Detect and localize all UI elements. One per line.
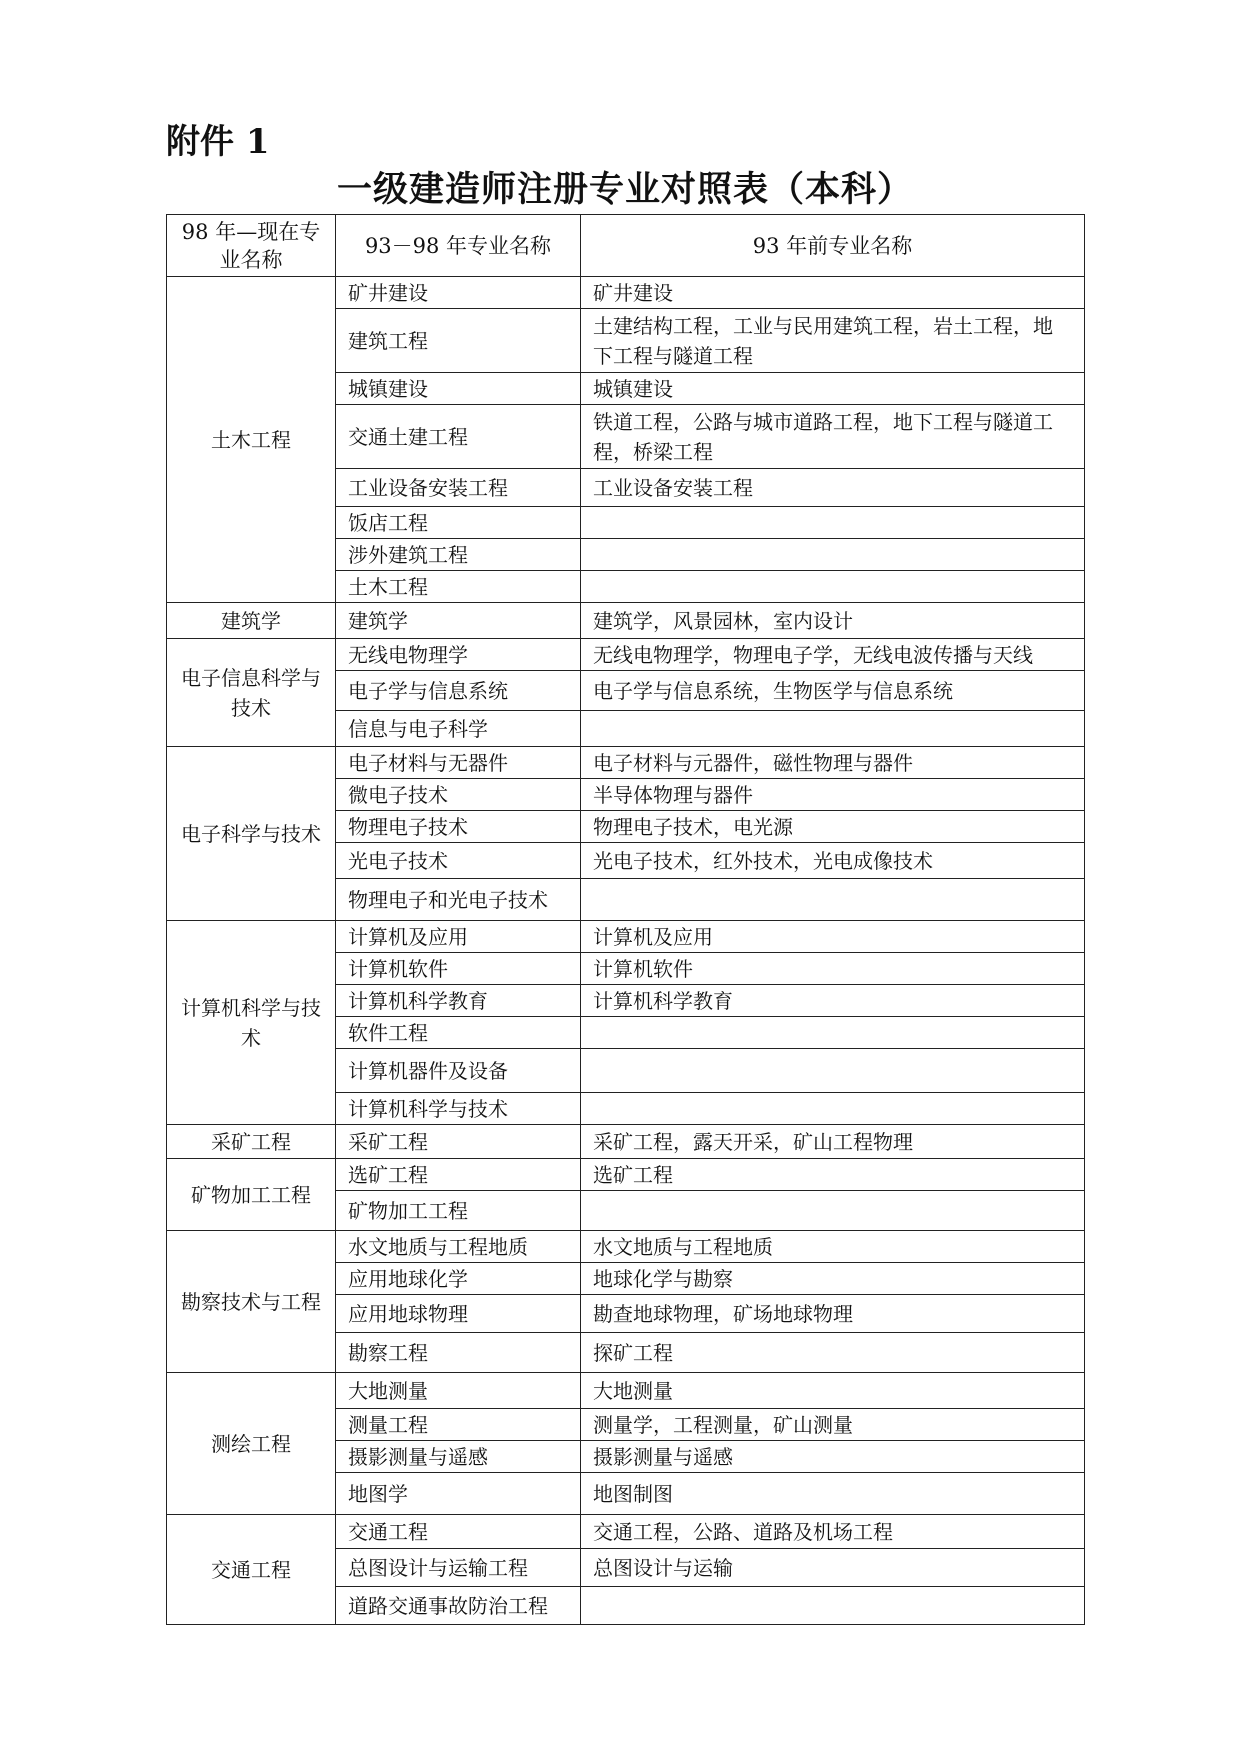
current-major-cell: 矿物加工工程 — [167, 1159, 336, 1231]
major-9398-cell: 勘察工程 — [336, 1333, 581, 1373]
major-pre93-cell: 摄影测量与遥感 — [581, 1441, 1085, 1473]
table-row — [167, 747, 1085, 779]
major-9398-cell: 物理电子和光电子技术 — [336, 879, 581, 921]
major-9398-cell: 光电子技术 — [336, 843, 581, 879]
major-pre93-cell: 采矿工程，露天开采，矿山工程物理 — [581, 1125, 1085, 1159]
major-9398-cell: 信息与电子科学 — [336, 711, 581, 747]
major-pre93-cell: 光电子技术，红外技术，光电成像技术 — [581, 843, 1085, 879]
major-9398-cell: 建筑工程 — [336, 309, 581, 373]
major-pre93-cell — [581, 507, 1085, 539]
major-pre93-cell: 交通工程，公路、道路及机场工程 — [581, 1515, 1085, 1549]
current-major-cell: 采矿工程 — [167, 1125, 336, 1159]
major-pre93-cell: 电子学与信息系统，生物医学与信息系统 — [581, 671, 1085, 711]
major-pre93-cell: 建筑学，风景园林，室内设计 — [581, 603, 1085, 639]
major-pre93-cell: 电子材料与元器件，磁性物理与器件 — [581, 747, 1085, 779]
major-pre93-cell — [581, 539, 1085, 571]
major-pre93-cell: 地球化学与勘察 — [581, 1263, 1085, 1295]
page-title: 一级建造师注册专业对照表（本科） — [336, 170, 913, 210]
major-9398-cell: 微电子技术 — [336, 779, 581, 811]
major-9398-cell: 电子材料与无器件 — [336, 747, 581, 779]
major-pre93-cell — [581, 1587, 1085, 1625]
current-major-cell: 土木工程 — [167, 277, 336, 603]
table-row — [167, 603, 1085, 639]
major-9398-cell: 计算机科学与技术 — [336, 1093, 581, 1125]
major-9398-cell: 地图学 — [336, 1473, 581, 1515]
table-row — [167, 1125, 1085, 1159]
current-major-cell: 交通工程 — [167, 1515, 336, 1625]
major-9398-cell: 工业设备安装工程 — [336, 469, 581, 507]
major-9398-cell: 电子学与信息系统 — [336, 671, 581, 711]
header-pre93-major: 93 年前专业名称 — [581, 215, 1085, 277]
major-pre93-cell: 选矿工程 — [581, 1159, 1085, 1191]
major-pre93-cell: 计算机及应用 — [581, 921, 1085, 953]
major-pre93-cell — [581, 711, 1085, 747]
major-pre93-cell: 探矿工程 — [581, 1333, 1085, 1373]
current-major-cell: 电子科学与技术 — [167, 747, 336, 921]
major-pre93-cell: 无线电物理学，物理电子学，无线电波传播与天线 — [581, 639, 1085, 671]
major-pre93-cell: 计算机软件 — [581, 953, 1085, 985]
table-row — [167, 921, 1085, 953]
major-9398-cell: 道路交通事故防治工程 — [336, 1587, 581, 1625]
major-9398-cell: 测量工程 — [336, 1409, 581, 1441]
current-major-cell: 电子信息科学与技术 — [167, 639, 336, 747]
major-9398-cell: 饭店工程 — [336, 507, 581, 539]
major-pre93-cell — [581, 879, 1085, 921]
major-9398-cell: 选矿工程 — [336, 1159, 581, 1191]
major-9398-cell: 总图设计与运输工程 — [336, 1549, 581, 1587]
major-pre93-cell: 铁道工程，公路与城市道路工程，地下工程与隧道工程，桥梁工程 — [581, 405, 1085, 469]
major-9398-cell: 大地测量 — [336, 1373, 581, 1409]
table-row — [167, 1159, 1085, 1191]
header-current-major: 98 年—现在专业名称 — [167, 215, 336, 277]
major-9398-cell: 应用地球物理 — [336, 1295, 581, 1333]
major-9398-cell: 建筑学 — [336, 603, 581, 639]
attachment-label: 附件 1 — [166, 122, 270, 162]
major-9398-cell: 无线电物理学 — [336, 639, 581, 671]
major-pre93-cell: 计算机科学教育 — [581, 985, 1085, 1017]
major-9398-cell: 计算机科学教育 — [336, 985, 581, 1017]
header-9398-major: 93－98 年专业名称 — [336, 215, 581, 277]
major-9398-cell: 计算机软件 — [336, 953, 581, 985]
major-9398-cell: 交通工程 — [336, 1515, 581, 1549]
table-row — [167, 639, 1085, 671]
major-pre93-cell: 土建结构工程，工业与民用建筑工程，岩土工程，地下工程与隧道工程 — [581, 309, 1085, 373]
major-9398-cell: 摄影测量与遥感 — [336, 1441, 581, 1473]
major-9398-cell: 城镇建设 — [336, 373, 581, 405]
major-9398-cell: 矿井建设 — [336, 277, 581, 309]
major-pre93-cell — [581, 1191, 1085, 1231]
major-pre93-cell: 勘查地球物理，矿场地球物理 — [581, 1295, 1085, 1333]
major-9398-cell: 计算机器件及设备 — [336, 1049, 581, 1093]
current-major-cell: 计算机科学与技术 — [167, 921, 336, 1125]
major-pre93-cell: 总图设计与运输 — [581, 1549, 1085, 1587]
major-pre93-cell: 物理电子技术，电光源 — [581, 811, 1085, 843]
major-pre93-cell — [581, 571, 1085, 603]
current-major-cell: 测绘工程 — [167, 1373, 336, 1515]
major-9398-cell: 采矿工程 — [336, 1125, 581, 1159]
major-9398-cell: 软件工程 — [336, 1017, 581, 1049]
major-pre93-cell: 城镇建设 — [581, 373, 1085, 405]
major-9398-cell: 水文地质与工程地质 — [336, 1231, 581, 1263]
major-comparison-table — [166, 214, 1085, 1625]
major-pre93-cell: 水文地质与工程地质 — [581, 1231, 1085, 1263]
major-9398-cell: 交通土建工程 — [336, 405, 581, 469]
major-9398-cell: 矿物加工工程 — [336, 1191, 581, 1231]
major-9398-cell: 应用地球化学 — [336, 1263, 581, 1295]
major-pre93-cell — [581, 1017, 1085, 1049]
table-body — [167, 277, 1085, 1625]
major-9398-cell: 物理电子技术 — [336, 811, 581, 843]
table-row — [167, 1231, 1085, 1263]
current-major-cell: 建筑学 — [167, 603, 336, 639]
current-major-cell: 勘察技术与工程 — [167, 1231, 336, 1373]
major-pre93-cell: 地图制图 — [581, 1473, 1085, 1515]
major-pre93-cell: 半导体物理与器件 — [581, 779, 1085, 811]
table-row — [167, 1515, 1085, 1549]
major-pre93-cell: 矿井建设 — [581, 277, 1085, 309]
major-pre93-cell — [581, 1093, 1085, 1125]
major-9398-cell: 涉外建筑工程 — [336, 539, 581, 571]
table-row — [167, 277, 1085, 309]
table-row — [167, 1373, 1085, 1409]
major-pre93-cell: 工业设备安装工程 — [581, 469, 1085, 507]
major-pre93-cell — [581, 1049, 1085, 1093]
major-9398-cell: 土木工程 — [336, 571, 581, 603]
table-header-row — [167, 215, 1085, 277]
major-9398-cell: 计算机及应用 — [336, 921, 581, 953]
major-pre93-cell: 大地测量 — [581, 1373, 1085, 1409]
major-pre93-cell: 测量学，工程测量，矿山测量 — [581, 1409, 1085, 1441]
